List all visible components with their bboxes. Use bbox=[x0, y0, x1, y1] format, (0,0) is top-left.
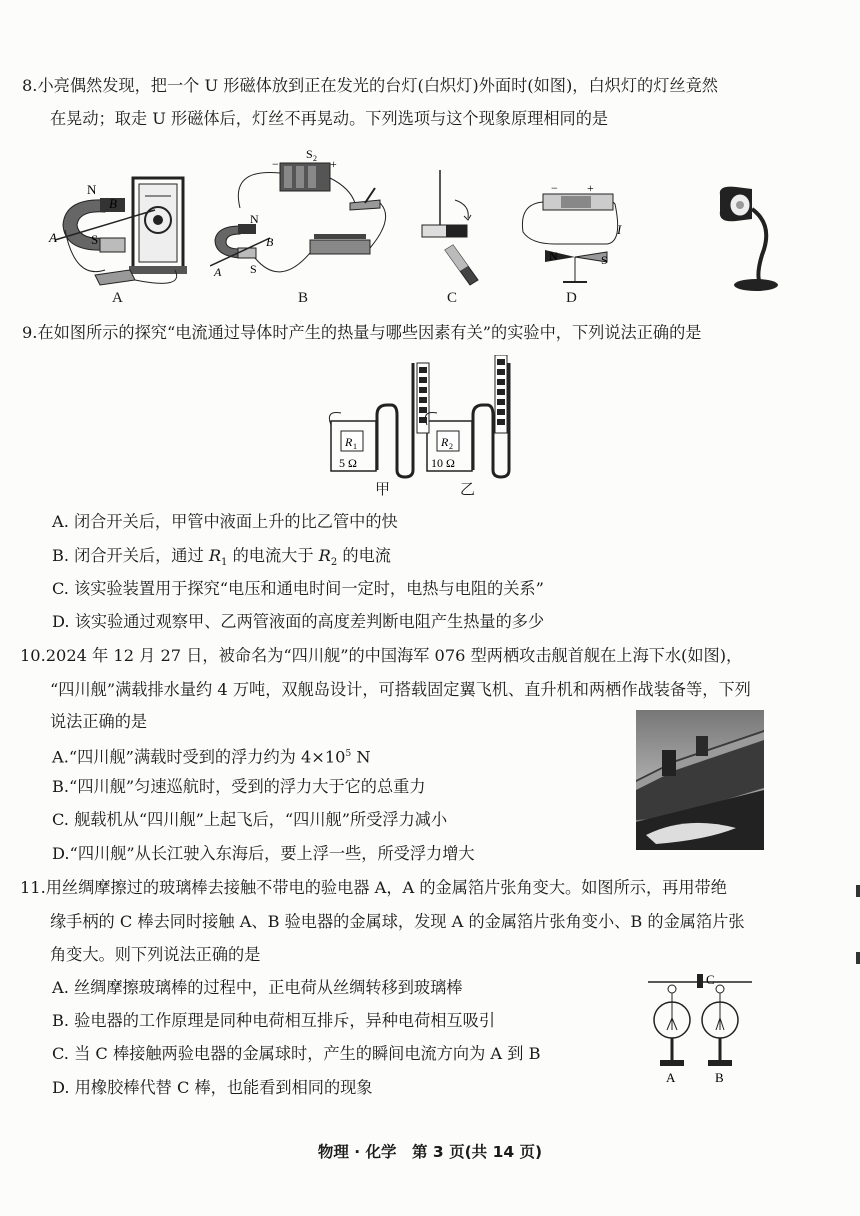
q9-option-b bbox=[52, 546, 391, 573]
q8-figure-d bbox=[515, 182, 635, 292]
q8d-minus: − bbox=[551, 182, 558, 195]
q10-option-b: B.“四川舰”匀速巡航时，受到的浮力大于它的总重力 bbox=[52, 777, 426, 796]
q11-stem-line3: 角变大。则下列说法正确的是 bbox=[50, 945, 261, 964]
q8a-s-label: S bbox=[91, 232, 99, 247]
q8b-b-label: B bbox=[266, 235, 274, 249]
q9-option-b-r2-sub: 2 bbox=[330, 557, 338, 569]
q10-stem-line3: 说法正确的是 bbox=[50, 712, 148, 731]
q8d-plus: + bbox=[587, 182, 594, 195]
q8-figure-c bbox=[410, 170, 490, 290]
q11-stem-line1: 11.用丝绸摩擦过的玻璃棒去接触不带电的验电器 A，A 的金属箔片张角变大。如图所示，再用带绝 bbox=[20, 878, 727, 897]
q8-option-c-label: C bbox=[447, 290, 458, 306]
q10-stem-line1: 10.2024 年 12 月 27 日，被命名为“四川舰”的中国海军 076 型两栖攻击舰首舰在上海下水(如图)， bbox=[20, 646, 743, 665]
q11-a-label: A bbox=[666, 1070, 676, 1085]
q8-lamp-figure bbox=[712, 185, 782, 293]
q8b-minus: − bbox=[272, 157, 279, 171]
q8b-plus: + bbox=[330, 157, 337, 171]
q10-option-d: D.“四川舰”从长江驶入东海后，要上浮一些，所受浮力增大 bbox=[52, 844, 475, 863]
q10-ship-photo bbox=[636, 710, 764, 850]
q10-option-a-post: N bbox=[351, 747, 371, 767]
q8-figure-b bbox=[210, 148, 400, 293]
q9-option-b-mid: 的电流大于 bbox=[227, 546, 319, 565]
q11-c-label: C bbox=[706, 972, 715, 987]
q10-option-c: C. 舰载机从“四川舰”上起飞后，“四川舰”所受浮力减小 bbox=[52, 810, 448, 829]
q8-stem-line2: 在晃动；取走 U 形磁体后，灯丝不再晃动。下列选项与这个现象原理相同的是 bbox=[50, 109, 609, 128]
q11-option-a: A. 丝绸摩擦玻璃棒的过程中，正电荷从丝绸转移到玻璃棒 bbox=[52, 978, 463, 997]
q8-option-a-label: A bbox=[112, 290, 123, 306]
q9-option-b-r1-sub: 1 bbox=[221, 557, 228, 569]
q8b-s2-sub: 2 bbox=[313, 154, 317, 163]
q11-option-d: D. 用橡胶棒代替 C 棒，也能看到相同的现象 bbox=[52, 1078, 373, 1097]
q10-option-a-pre: A.“四川舰”满载时受到的浮力约为 4×10 bbox=[52, 747, 346, 767]
q8d-current-label: I bbox=[617, 222, 622, 237]
q9-option-c: C. 该实验装置用于探究“电压和通电时间一定时，电热与电阻的关系” bbox=[52, 579, 544, 598]
q9-r2-sub: 2 bbox=[449, 442, 453, 451]
q8d-n-label: N bbox=[549, 249, 558, 263]
q8b-a-label: A bbox=[214, 265, 222, 279]
q8a-a-label: A bbox=[49, 230, 57, 245]
q9-option-a: A. 闭合开关后，甲管中液面上升的比乙管中的快 bbox=[52, 512, 398, 531]
q11-option-b: B. 验电器的工作原理是同种电荷相互排斥，异种电荷相互吸引 bbox=[52, 1011, 496, 1030]
page-footer: 物理 · 化学 第 3 页(共 14 页) bbox=[317, 1143, 543, 1161]
q9-r1-sub: 1 bbox=[353, 442, 357, 451]
q9-option-b-r2: R bbox=[318, 546, 331, 565]
q8-option-b-label: B bbox=[298, 290, 309, 306]
q9-stem: 9.在如图所示的探究“电流通过导体时产生的热量与哪些因素有关”的实验中，下列说法正确的是 bbox=[22, 323, 702, 342]
q9-r1-value: 5 Ω bbox=[339, 456, 357, 470]
q11-stem-line2: 缘手柄的 C 棒去同时接触 A、B 验电器的金属球，发现 A 的金属箔片张角变小、B 的金属箔片张 bbox=[50, 912, 745, 931]
q9-option-d: D. 该实验通过观察甲、乙两管液面的高度差判断电阻产生热量的多少 bbox=[52, 612, 545, 631]
q9-r1-label: R bbox=[345, 435, 353, 449]
q8a-b-label: B bbox=[109, 196, 117, 211]
q9-option-b-pre: B. 闭合开关后，通过 bbox=[52, 546, 209, 565]
q9-option-b-r1: R bbox=[208, 546, 222, 565]
q8-option-d-label: D bbox=[566, 290, 577, 306]
q11-option-c: C. 当 C 棒接触两验电器的金属球时，产生的瞬间电流方向为 A 到 B bbox=[52, 1044, 541, 1063]
q10-option-a bbox=[52, 744, 370, 767]
q8b-s2-label: S bbox=[306, 148, 313, 161]
q11-electroscope-figure bbox=[640, 970, 760, 1090]
q9-figure bbox=[325, 355, 515, 495]
q8d-s-label: S bbox=[601, 253, 608, 267]
q9-r2-value: 10 Ω bbox=[431, 456, 455, 470]
q8b-n-label: N bbox=[250, 212, 259, 226]
q8a-n-label: N bbox=[87, 182, 97, 197]
q9-r2-label: R bbox=[441, 435, 449, 449]
q8b-s-label: S bbox=[250, 262, 257, 276]
q8-stem-line1: 8.小亮偶然发现，把一个 U 形磁体放到正在发光的台灯(白炽灯)外面时(如图)，白炽灯的灯丝竟然 bbox=[22, 76, 718, 95]
page-edge-mark bbox=[856, 885, 860, 897]
q8-figure-a bbox=[45, 170, 195, 295]
q9-option-b-post: 的电流 bbox=[337, 546, 391, 565]
q10-stem-line2: “四川舰”满载排水量约 4 万吨，双舰岛设计，可搭载固定翼飞机、直升机和两栖作战装备等，下列 bbox=[50, 680, 751, 699]
q9-tube-a-label: 甲 bbox=[375, 482, 391, 498]
q10-option-a-exp: 5 bbox=[345, 749, 352, 759]
page-edge-mark bbox=[856, 952, 860, 964]
q11-b-label: B bbox=[715, 1070, 724, 1085]
q9-tube-b-label: 乙 bbox=[460, 482, 476, 498]
